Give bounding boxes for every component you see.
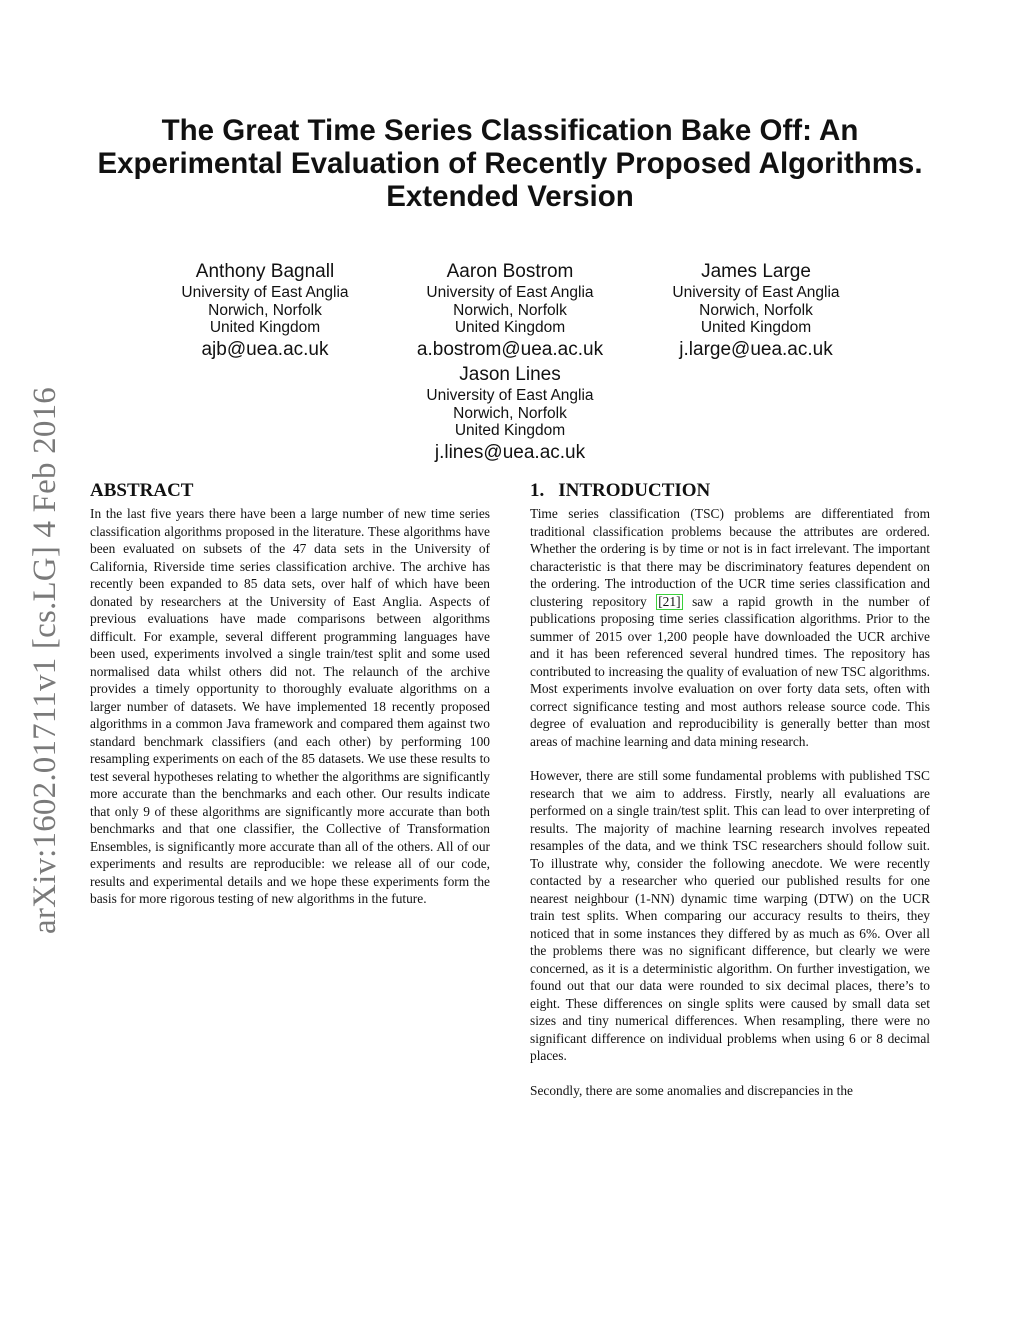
author-email: j.large@uea.ac.uk — [679, 338, 833, 360]
section-number: 1. — [530, 480, 545, 501]
author-email: ajb@uea.ac.uk — [201, 338, 329, 360]
author-university: University of East Anglia — [426, 387, 594, 404]
author-name: Jason Lines — [459, 364, 561, 385]
citation-link[interactable]: [21] — [658, 593, 681, 609]
author-name: Aaron Bostrom — [446, 261, 574, 282]
intro-paragraph-3: Secondly, there are some anomalies and discrepancies in the — [530, 1082, 853, 1098]
author-city: Norwich, Norfolk — [453, 404, 567, 422]
author-country: United Kingdom — [454, 319, 566, 336]
author-country: United Kingdom — [700, 319, 812, 336]
author-city: Norwich, Norfolk — [699, 301, 813, 319]
author-city: Norwich, Norfolk — [208, 301, 322, 319]
author-university: University of East Anglia — [181, 284, 349, 301]
author-block — [385, 260, 635, 362]
title-line-3: Extended Version — [386, 180, 634, 213]
author-name: Anthony Bagnall — [195, 261, 335, 282]
author-country: United Kingdom — [209, 319, 321, 336]
author-block — [140, 260, 390, 362]
author-block — [385, 363, 635, 465]
title-line-1: The Great Time Series Classification Bake Off: An — [161, 114, 859, 147]
intro-p1-text-b: saw a rapid growth in the number of publications proposing time series classification algorithms. Prior to the summer of 2015 over 1,200 people have downloaded the UCR archive and it has been referenced several hundred times. The repository has contributed to increasing the quality of evaluation of new TSC algorithms. Most experiments involve evaluation on over forty data sets, often with correct significance testing and most authors release source code. This degree of evaluation and reproducibility is generally better than most areas of machine learning and data mining research. — [530, 593, 931, 749]
intro-paragraph-2: However, there are still some fundamental problems with published TSC research that we aim to address. Firstly, nearly all evaluations are performed on a single train/test split. This can lead to over interpreting of results. The majority of machine learning research involves repeated resamples of the data, and we think TSC researchers should follow suit. To illustrate why, consider the following anecdote. We were recently contacted by a researcher who queried our published results for one nearest neighbour (1-NN) dynamic time warping (DTW) on the UCR train test splits. When comparing our accuracy results to theirs, they noticed that in some instances they differed by as much as 6%. Over all the problems there was no significant difference, but clearly we were concerned, as it is a deterministic algorithm. On further investigation, we found out that our data were rounded to six decimal places, there’s to eight. These differences on single splits were caused by small data set sizes and tiny numerical differences. When resampling, there were no significant difference on individual problems when using 6 or 8 decimal places. — [530, 768, 930, 1063]
section-title: INTRODUCTION — [558, 480, 711, 501]
title-line-2: Experimental Evaluation of Recently Proposed Algorithms. — [97, 147, 923, 180]
author-email: a.bostrom@uea.ac.uk — [416, 338, 604, 360]
author-block — [631, 260, 881, 362]
author-name: James Large — [701, 261, 811, 282]
author-city: Norwich, Norfolk — [453, 301, 567, 319]
intro-paragraph-1 — [530, 505, 930, 750]
author-university: University of East Anglia — [426, 284, 594, 301]
abstract-section — [90, 480, 490, 908]
paper-title — [80, 114, 940, 213]
author-university: University of East Anglia — [672, 284, 840, 301]
abstract-heading: ABSTRACT — [90, 480, 194, 501]
abstract-text: In the last five years there have been a large number of new time series classification algorithms proposed in the literature. These algorithms have been evaluated on subsets of the 47 data sets in the University of California, Riverside time series classification archive. The archive has recently been expanded to 85 data sets, over half of which have been donated by researchers at the University of East Anglia. Aspects of previous evaluations have made comparisons between algorithms difficult. For example, several different programming languages have been used, experiments involved a single train/test split and some used normalised data whilst others did not. The relaunch of the archive provides a timely opportunity to thoroughly evaluate algorithms on a larger number of datasets. We have implemented 18 recently proposed algorithms in a common Java framework and compared them against two standard benchmark classifiers (and each other) by performing 100 resampling experiments on each of the 85 datasets. We use these results to test several hypotheses relating to whether the algorithms are significantly more accurate than the benchmarks and each other. Our results indicate that only 9 of these algorithms are significantly more accurate than both benchmarks and that one classifier, the Collective of Transformation Ensembles, is significantly more accurate than all of the others. All of our experiments and results are reproducible: we release all of our code, results and experimental details and we hope these experiments form the basis for more rigorous testing of new algorithms in the future. — [90, 506, 490, 906]
arxiv-stamp — [20, 360, 70, 960]
intro-p1-text-a: Time series classification (TSC) problems are differentiated from traditional classification problems because the attributes are ordered. Whether the ordering is by time or not is in fact irrelevant. The important characteristic is that there may be discriminatory features dependent on the ordering. The introduction of the UCR time series classification and clustering repository — [530, 506, 930, 609]
author-country: United Kingdom — [454, 422, 566, 439]
author-email: j.lines@uea.ac.uk — [434, 441, 586, 463]
introduction-heading — [530, 480, 930, 502]
introduction-section — [530, 480, 930, 1099]
arxiv-stamp-text: arXiv:1602.01711v1 [cs.LG] 4 Feb 2016 — [26, 386, 63, 934]
